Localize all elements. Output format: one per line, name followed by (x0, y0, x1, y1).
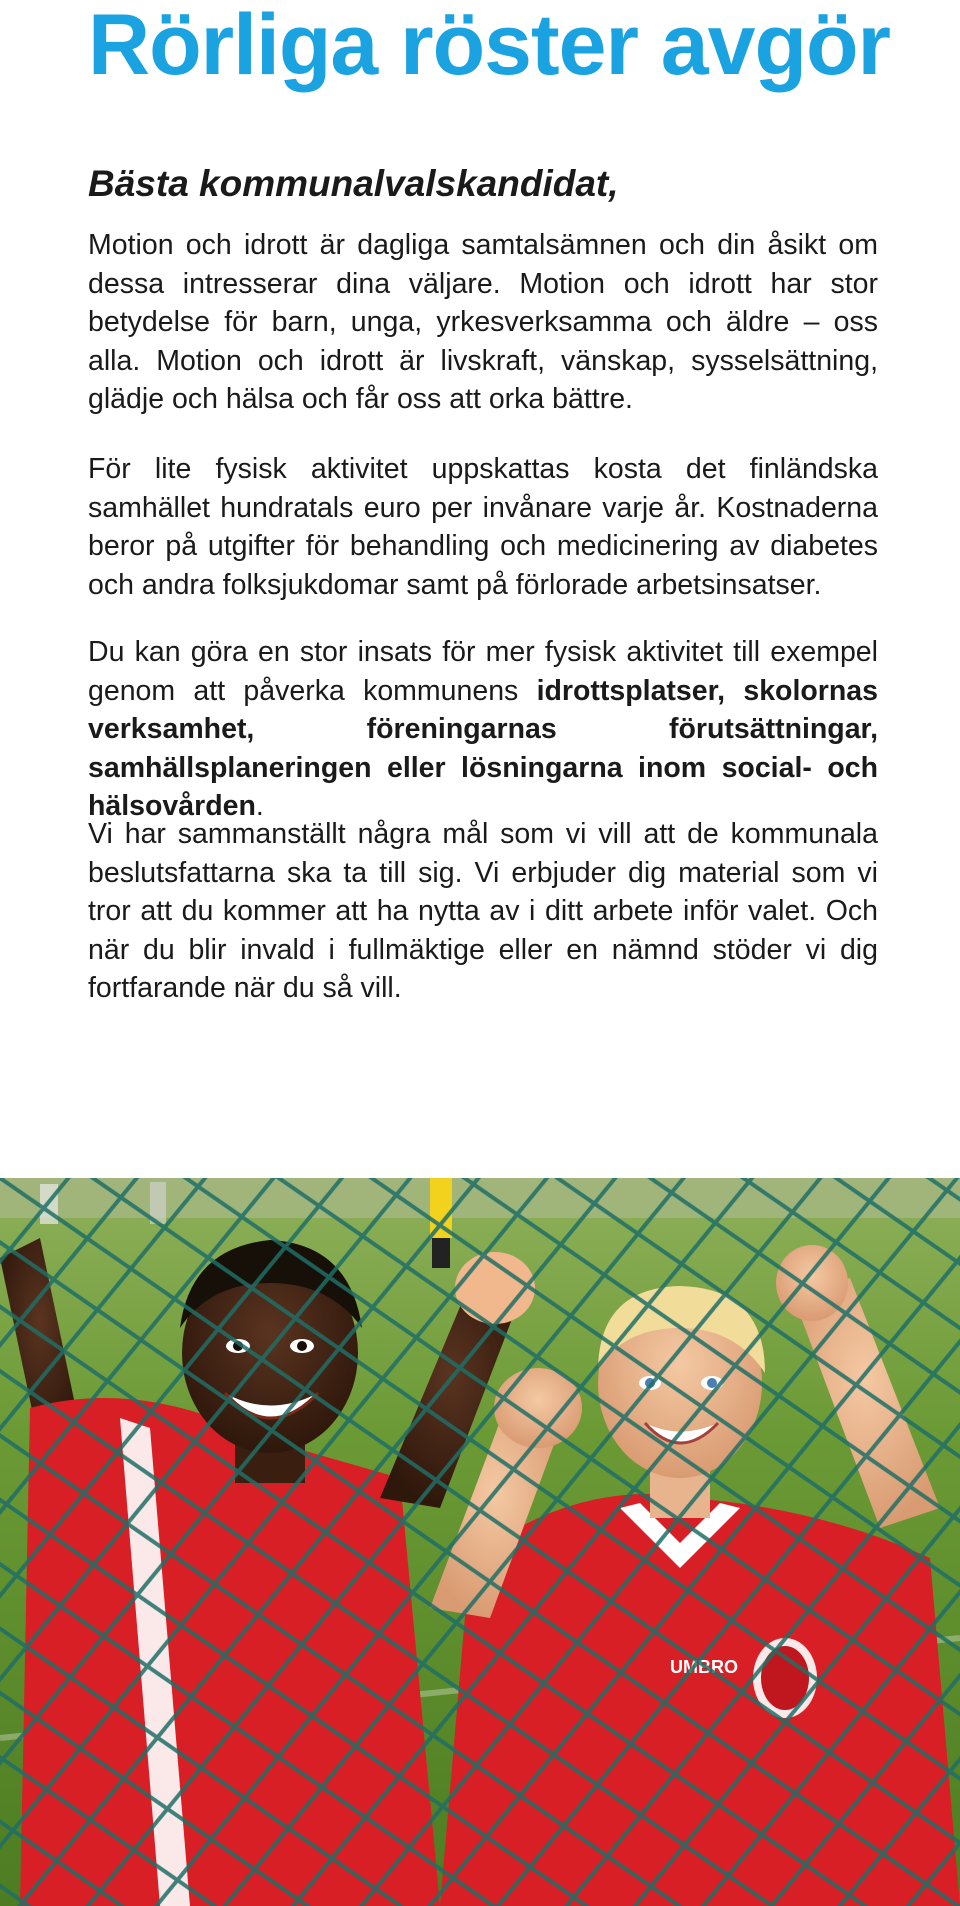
page-title: Rörliga röster avgör (88, 0, 890, 93)
paragraph-influence-intro: Du kan göra en stor insats för mer fysisk aktivitet till exempel genom att påverka kommunens (88, 636, 878, 707)
paragraph-influence-emphasis: idrottsplatser, skolornas verksamhet, föreningarnas förutsättningar, samhällsplaneringen eller lösningarna inom social- och hälsovården (88, 674, 878, 822)
salutation-heading: Bästa kommunalvalskandidat, (88, 163, 619, 204)
paragraph-goals: Vi har sammanställt några mål som vi vill att de kommunala beslutsfattarna ska ta till sig. Vi erbjuder dig material som vi tror att du kommer att ha nytta av i ditt arbete inför valet. Och när du blir invald i fullmäktige eller en nämnd stöder vi dig fortfarande när du så vill. (88, 818, 878, 1004)
children-football-photo (0, 1178, 960, 1906)
paragraph-costs: För lite fysisk aktivitet uppskattas kosta det finländska samhället hundratals euro per invånare varje år. Kostnaderna beror på utgifter för behandling och medicinering av diabetes och andra folksjukdomar samt på förlorade arbetsinsatser. (88, 453, 878, 601)
paragraph-intro: Motion och idrott är dagliga samtalsämnen och din åsikt om dessa intresserar dina väljare. Motion och idrott har stor betydelse för barn, unga, yrkesverksamma och äldre – oss alla. Motion och idrott är livskraft, vänskap, sysselsättning, glädje och hälsa och får oss att orka bättre. (88, 229, 878, 415)
goal-net-overlay (0, 1178, 960, 1906)
paragraph-influence-end: . (255, 790, 264, 822)
paragraph-influence (88, 633, 878, 826)
